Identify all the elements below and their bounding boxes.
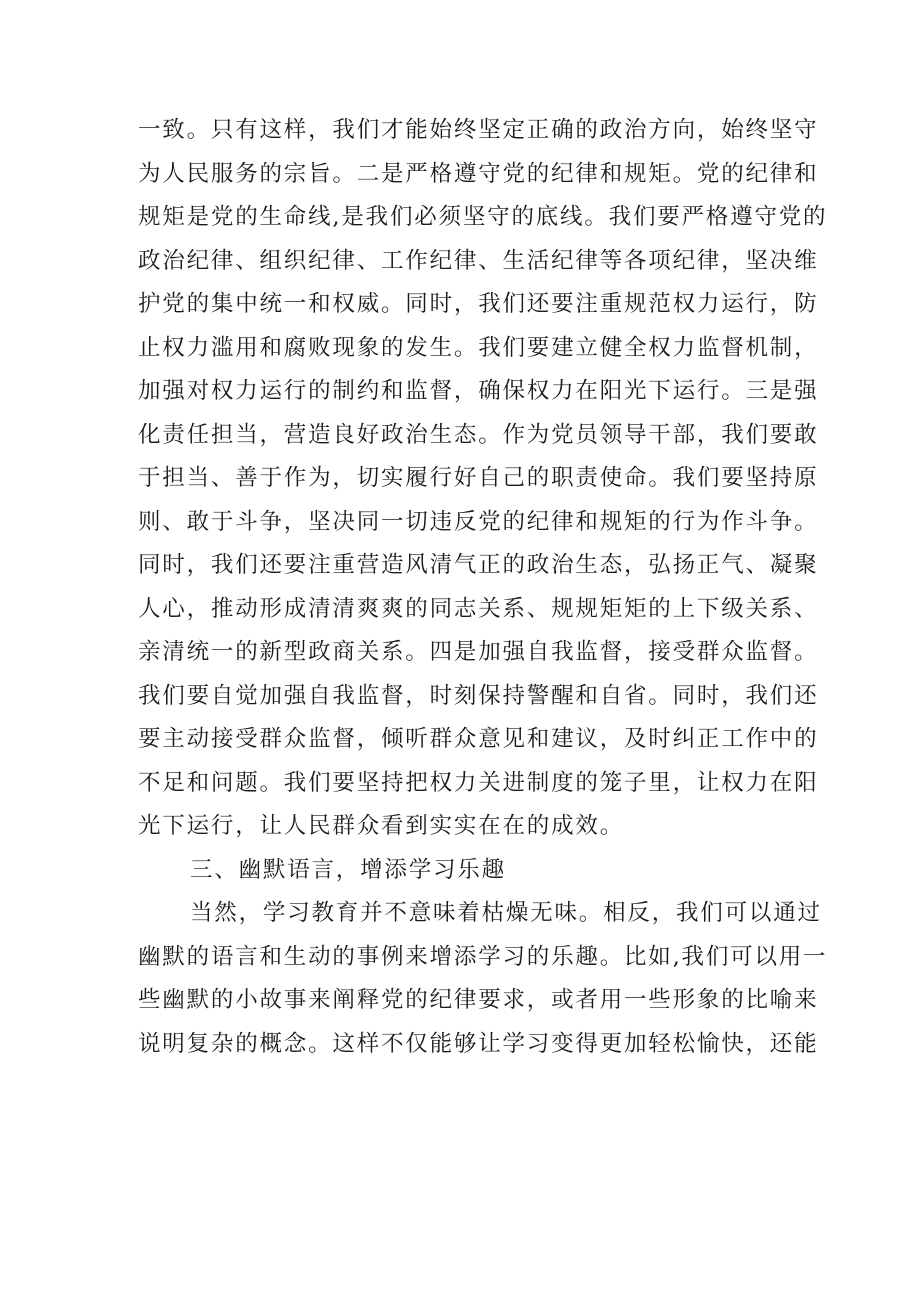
text-line: 当然，学习教育并不意味着枯燥无味。相反，我们可以通过: [190, 900, 822, 926]
text-line: 止权力滥用和腐败现象的发生。我们要建立健全权力监督机制，: [138, 334, 819, 361]
text-line: 加强对权力运行的制约和监督，确保权力在阳光下运行。三是强: [138, 378, 819, 404]
text-line: 说明复杂的概念。这样不仅能够让学习变得更加轻松愉快，还能: [138, 1030, 819, 1057]
text-line: 些幽默的小故事来阐释党的纪律要求，或者用一些形象的比喻来: [138, 987, 819, 1013]
text-line: 不足和问题。我们要坚持把权力关进制度的笼子里，让权力在阳: [138, 769, 819, 796]
text-line: 人心，推动形成清清爽爽的同志关系、规规矩矩的上下级关系、: [138, 595, 819, 622]
text-line: 规矩是党的生命线,是我们必须坚守的底线。我们要严格遵守党的: [138, 204, 828, 230]
text-line: 化责任担当，营造良好政治生态。作为党员领导干部，我们要敢: [138, 421, 819, 448]
text-line: 为人民服务的宗旨。二是严格遵守党的纪律和规矩。党的纪律和: [138, 160, 819, 187]
text-line: 我们要自觉加强自我监督，时刻保持警醒和自省。同时，我们还: [138, 682, 819, 709]
text-line: 光下运行，让人民群众看到实实在在的成效。: [138, 813, 625, 839]
text-line: 同时，我们还要注重营造风清气正的政治生态，弘扬正气、凝聚: [138, 552, 819, 578]
text-line: 则、敢于斗争，坚决同一切违反党的纪律和规矩的行为作斗争。: [138, 508, 819, 535]
text-line: 一致。只有这样，我们才能始终坚定正确的政治方向，始终坚守: [138, 117, 819, 143]
text-line: 幽默的语言和生动的事例来增添学习的乐趣。比如,我们可以用一: [138, 943, 828, 970]
section-heading: 三、幽默语言，增添学习乐趣: [190, 856, 506, 883]
text-line: 亲清统一的新型政商关系。四是加强自我监督，接受群众监督。: [138, 639, 819, 665]
text-line: 要主动接受群众监督，倾听群众意见和建议，及时纠正工作中的: [138, 726, 819, 752]
text-line: 政治纪律、组织纪律、工作纪律、生活纪律等各项纪律，坚决维: [138, 247, 819, 274]
text-line: 护党的集中统一和权威。同时，我们还要注重规范权力运行，防: [138, 291, 819, 317]
text-line: 于担当、善于作为，切实履行好自己的职责使命。我们要坚持原: [138, 465, 819, 491]
document-body: [138, 109, 828, 1066]
